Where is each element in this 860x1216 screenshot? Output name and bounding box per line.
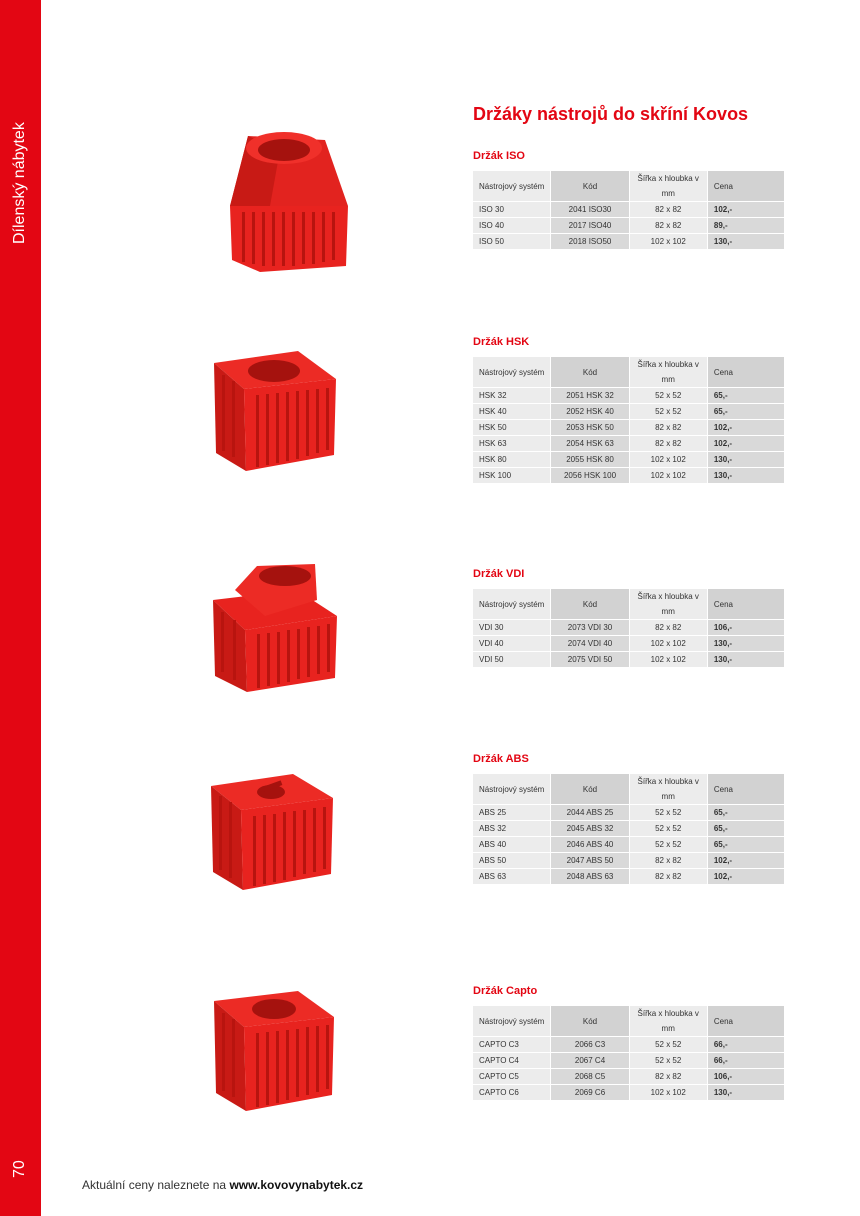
col-header: Kód	[550, 1006, 628, 1037]
col-header: Cena	[707, 171, 784, 202]
cell-system: HSK 100	[473, 468, 550, 484]
cell-price: 102,-	[707, 853, 784, 869]
cell-price: 102,-	[707, 202, 784, 218]
cell-price: 130,-	[707, 452, 784, 468]
cell-price: 130,-	[707, 652, 784, 668]
cell-code: 2045 ABS 32	[550, 821, 628, 837]
hsk-holder-image	[208, 345, 343, 475]
table-row	[473, 853, 784, 869]
table-row	[473, 869, 784, 885]
table-row	[473, 636, 784, 652]
abs-holder-image	[205, 768, 340, 893]
footer-link[interactable]: www.kovovynabytek.cz	[229, 1178, 364, 1192]
cell-system: HSK 50	[473, 420, 550, 436]
cell-system: CAPTO C5	[473, 1069, 550, 1085]
cell-size: 102 x 102	[629, 652, 707, 668]
cell-code: 2066 C3	[550, 1037, 628, 1053]
col-header: Cena	[707, 774, 784, 805]
table-row	[473, 420, 784, 436]
section-hsk	[473, 336, 784, 484]
cell-code: 2017 ISO40	[550, 218, 628, 234]
cell-price: 106,-	[707, 620, 784, 636]
cell-size: 82 x 82	[629, 436, 707, 452]
cell-system: VDI 50	[473, 652, 550, 668]
cell-price: 65,-	[707, 837, 784, 853]
table-row	[473, 468, 784, 484]
price-table	[473, 171, 784, 250]
cell-system: HSK 40	[473, 404, 550, 420]
col-header: Kód	[550, 589, 628, 620]
cell-price: 65,-	[707, 388, 784, 404]
table-header-row	[473, 171, 784, 202]
table-row	[473, 234, 784, 250]
price-table	[473, 589, 784, 668]
cell-code: 2052 HSK 40	[550, 404, 628, 420]
cell-size: 102 x 102	[629, 468, 707, 484]
cell-size: 82 x 82	[629, 202, 707, 218]
table-row	[473, 1085, 784, 1101]
cell-system: CAPTO C3	[473, 1037, 550, 1053]
page-number: 70	[11, 1160, 28, 1178]
cell-system: CAPTO C4	[473, 1053, 550, 1069]
table-row	[473, 1053, 784, 1069]
col-header: Kód	[550, 357, 628, 388]
cell-size: 52 x 52	[629, 837, 707, 853]
footer-text: Aktuální ceny naleznete na	[82, 1178, 230, 1192]
cell-system: VDI 40	[473, 636, 550, 652]
cell-size: 82 x 82	[629, 420, 707, 436]
cell-code: 2051 HSK 32	[550, 388, 628, 404]
cell-price: 106,-	[707, 1069, 784, 1085]
cell-code: 2046 ABS 40	[550, 837, 628, 853]
table-row	[473, 452, 784, 468]
table-row	[473, 821, 784, 837]
cell-code: 2047 ABS 50	[550, 853, 628, 869]
cell-system: ABS 32	[473, 821, 550, 837]
table-row	[473, 202, 784, 218]
cell-price: 66,-	[707, 1037, 784, 1053]
section-capto	[473, 985, 784, 1101]
section-abs	[473, 753, 784, 885]
cell-code: 2073 VDI 30	[550, 620, 628, 636]
col-header: Šířka x hloubka v mm	[629, 589, 707, 620]
cell-system: ABS 63	[473, 869, 550, 885]
price-table	[473, 774, 784, 885]
iso-holder-image	[220, 128, 360, 273]
cell-code: 2075 VDI 50	[550, 652, 628, 668]
cell-code: 2044 ABS 25	[550, 805, 628, 821]
cell-code: 2053 HSK 50	[550, 420, 628, 436]
price-table	[473, 357, 784, 484]
cell-code: 2067 C4	[550, 1053, 628, 1069]
table-row	[473, 1037, 784, 1053]
cell-size: 52 x 52	[629, 821, 707, 837]
col-header: Nástrojový systém	[473, 171, 550, 202]
table-header-row	[473, 1006, 784, 1037]
cell-price: 102,-	[707, 436, 784, 452]
footer	[82, 1178, 363, 1192]
section-title: Držák ISO	[473, 150, 525, 162]
section-iso	[473, 150, 784, 250]
col-header: Nástrojový systém	[473, 774, 550, 805]
table-header-row	[473, 774, 784, 805]
cell-size: 82 x 82	[629, 620, 707, 636]
cell-price: 130,-	[707, 234, 784, 250]
table-row	[473, 620, 784, 636]
col-header: Kód	[550, 774, 628, 805]
section-title: Držák HSK	[473, 336, 530, 348]
col-header: Nástrojový systém	[473, 357, 550, 388]
cell-system: ABS 40	[473, 837, 550, 853]
table-row	[473, 218, 784, 234]
cell-price: 66,-	[707, 1053, 784, 1069]
price-table	[473, 1006, 784, 1101]
cell-code: 2056 HSK 100	[550, 468, 628, 484]
col-header: Šířka x hloubka v mm	[629, 1006, 707, 1037]
cell-system: ISO 40	[473, 218, 550, 234]
table-row	[473, 805, 784, 821]
cell-system: ISO 30	[473, 202, 550, 218]
table-row	[473, 837, 784, 853]
cell-code: 2074 VDI 40	[550, 636, 628, 652]
cell-size: 52 x 52	[629, 1037, 707, 1053]
table-row	[473, 1069, 784, 1085]
table-row	[473, 436, 784, 452]
cell-code: 2018 ISO50	[550, 234, 628, 250]
sidebar-title: Dílenský nábytek	[11, 122, 28, 244]
table-row	[473, 652, 784, 668]
section-title: Držák VDI	[473, 568, 525, 580]
cell-size: 102 x 102	[629, 636, 707, 652]
table-row	[473, 388, 784, 404]
cell-code: 2054 HSK 63	[550, 436, 628, 452]
cell-price: 130,-	[707, 468, 784, 484]
cell-size: 102 x 102	[629, 234, 707, 250]
cell-code: 2069 C6	[550, 1085, 628, 1101]
table-header-row	[473, 357, 784, 388]
cell-system: ISO 50	[473, 234, 550, 250]
col-header: Nástrojový systém	[473, 589, 550, 620]
page-title: Držáky nástrojů do skříní Kovos	[473, 104, 749, 124]
cell-code: 2048 ABS 63	[550, 869, 628, 885]
cell-size: 52 x 52	[629, 805, 707, 821]
cell-size: 82 x 82	[629, 1069, 707, 1085]
cell-price: 89,-	[707, 218, 784, 234]
cell-price: 65,-	[707, 821, 784, 837]
cell-system: HSK 63	[473, 436, 550, 452]
capto-holder-image	[208, 985, 343, 1115]
section-vdi	[473, 568, 784, 668]
cell-system: HSK 32	[473, 388, 550, 404]
col-header: Cena	[707, 589, 784, 620]
table-header-row	[473, 589, 784, 620]
col-header: Cena	[707, 357, 784, 388]
cell-price: 102,-	[707, 420, 784, 436]
col-header: Nástrojový systém	[473, 1006, 550, 1037]
cell-code: 2055 HSK 80	[550, 452, 628, 468]
cell-code: 2041 ISO30	[550, 202, 628, 218]
col-header: Šířka x hloubka v mm	[629, 171, 707, 202]
cell-system: HSK 80	[473, 452, 550, 468]
vdi-holder-image	[205, 560, 345, 695]
cell-size: 102 x 102	[629, 452, 707, 468]
cell-size: 82 x 82	[629, 218, 707, 234]
table-row	[473, 404, 784, 420]
col-header: Šířka x hloubka v mm	[629, 357, 707, 388]
section-title: Držák Capto	[473, 985, 538, 997]
cell-size: 52 x 52	[629, 404, 707, 420]
cell-size: 82 x 82	[629, 853, 707, 869]
cell-price: 130,-	[707, 1085, 784, 1101]
cell-system: CAPTO C6	[473, 1085, 550, 1101]
section-title: Držák ABS	[473, 753, 529, 765]
cell-size: 52 x 52	[629, 1053, 707, 1069]
col-header: Kód	[550, 171, 628, 202]
cell-price: 65,-	[707, 404, 784, 420]
cell-price: 65,-	[707, 805, 784, 821]
cell-price: 130,-	[707, 636, 784, 652]
col-header: Cena	[707, 1006, 784, 1037]
cell-size: 82 x 82	[629, 869, 707, 885]
cell-code: 2068 C5	[550, 1069, 628, 1085]
cell-system: VDI 30	[473, 620, 550, 636]
cell-size: 102 x 102	[629, 1085, 707, 1101]
cell-price: 102,-	[707, 869, 784, 885]
cell-system: ABS 25	[473, 805, 550, 821]
col-header: Šířka x hloubka v mm	[629, 774, 707, 805]
cell-system: ABS 50	[473, 853, 550, 869]
cell-size: 52 x 52	[629, 388, 707, 404]
